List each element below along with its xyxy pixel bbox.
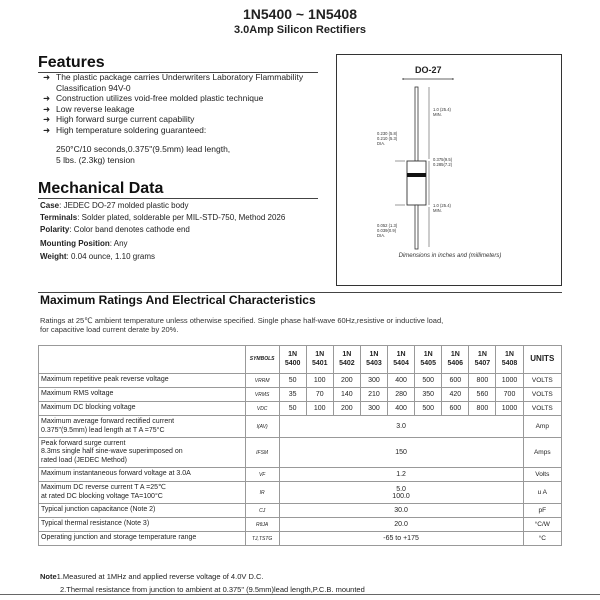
mech-case: Case: JEDEC DO-27 molded plastic body — [40, 201, 189, 210]
table-row: Peak forward surge current 8.3ms single half sine-wave superimposed on rated load (JEDEC Method) IFSM 150 Amps — [39, 438, 562, 468]
table-row: Maximum average forward rectified current 0.375"(9.5mm) lead length at T A =75°C I(AV) 3.0 Amp — [39, 416, 562, 438]
part-header: 1N 5405 — [415, 346, 442, 374]
units-header: UNITS — [523, 346, 561, 374]
document-subtitle: 3.0Amp Silicon Rectifiers — [233, 24, 367, 36]
package-caption: Dimensions in inches and (millimeters) — [398, 253, 502, 259]
part-header: 1N 5407 — [469, 346, 496, 374]
mech-mounting: Mounting Position: Any — [40, 239, 128, 248]
part-header: 1N 5400 — [279, 346, 306, 374]
table-row: Typical thermal resistance (Note 3) RθJA 20.0 °C/W — [39, 518, 562, 532]
dim-wire-dia: 0.052 (1.3) 0.039(0.9) DIA. — [377, 223, 398, 238]
dim-body-length: 0.375(9.5) 0.285(7.2) — [433, 157, 453, 167]
arrow-bullet-icon: ➜ — [43, 103, 51, 114]
table-row: Operating junction and storage temperature range TJ,TSTG -65 to +175 °C — [39, 532, 562, 546]
cathode-band — [407, 173, 426, 177]
ratings-heading: Maximum Ratings And Electrical Characteristics — [40, 293, 316, 307]
part-header: 1N 5406 — [442, 346, 469, 374]
arrow-bullet-icon: ➜ — [43, 93, 51, 103]
table-row: Maximum DC blocking voltage VDC 50 100 200 300 400 500 600 800 1000 VOLTS — [39, 402, 562, 416]
features-list — [40, 72, 330, 135]
arrow-bullet-icon: ➜ — [43, 114, 51, 124]
solder-spec-line1: 250°C/10 seconds,0.375"(9.5mm) lead length, — [56, 144, 231, 154]
part-header: 1N 5403 — [360, 346, 387, 374]
param-header — [39, 346, 246, 374]
mechanical-heading: Mechanical Data — [38, 180, 164, 197]
ratings-table — [38, 345, 562, 546]
list-item: ➜ Construction utilizes void-free molded plastic technique — [43, 93, 264, 103]
arrow-bullet-icon: ➜ — [43, 124, 51, 135]
part-header: 1N 5401 — [306, 346, 333, 374]
package-drawing — [336, 54, 562, 286]
dim-body-dia: 0.230 (5.8) 0.210 (5.3) DIA. — [377, 131, 398, 146]
mech-polarity: Polarity: Color band denotes cathode end — [40, 225, 190, 234]
table-header-row — [39, 346, 562, 374]
part-header: 1N 5402 — [333, 346, 360, 374]
part-range-title: 1N5400 ~ 1N5408 — [242, 6, 358, 22]
ratings-note-line2: for capacitive load current derate by 20%. — [40, 325, 179, 334]
note-2: 2.Thermal resistance from junction to ambient at 0.375" (9.5mm)lead length,P.C.B. mounted — [60, 585, 365, 594]
list-item: ➜ Low reverse leakage — [43, 103, 135, 114]
dim-lead-top: 1.0 (25.4) MIN. — [433, 107, 451, 117]
table-row: Maximum RMS voltage VRMS 35 70 140 210 280 350 420 560 700 VOLTS — [39, 388, 562, 402]
table-row: Maximum repetitive peak reverse voltage VRRM 50 100 200 300 400 500 600 800 1000 VOLTS — [39, 374, 562, 388]
mech-terminals: Terminals: Solder plated, solderable per MIL-STD-750, Method 2026 — [40, 213, 286, 222]
package-name: DO-27 — [415, 65, 442, 75]
part-header: 1N 5408 — [496, 346, 523, 374]
list-item: ➜ The plastic package carries Underwriters Laboratory Flammability Classification 94V-0 — [43, 72, 304, 93]
page-bottom-rule — [0, 594, 600, 595]
arrow-bullet-icon: ➜ — [43, 72, 51, 82]
features-heading: Features — [38, 54, 105, 71]
table-row: Typical junction capacitance (Note 2) CJ 30.0 pF — [39, 504, 562, 518]
part-header: 1N 5404 — [388, 346, 415, 374]
dim-lead-bottom: 1.0 (25.4) MIN. — [433, 203, 451, 213]
solder-spec-line2: 5 lbs. (2.3kg) tension — [56, 155, 135, 165]
table-row: Maximum DC reverse current T A =25℃ at rated DC blocking voltage TA=100°C IR 5.0 100.0 u A — [39, 482, 562, 504]
symbols-header: SYMBOLS — [245, 346, 279, 374]
table-row: Maximum instantaneous forward voltage at 3.0A VF 1.2 Volts — [39, 468, 562, 482]
ratings-note-line1: Ratings at 25℃ ambient temperature unless otherwise specified. Single phase half-wave 60Hz,resistive or inductive load, — [40, 316, 444, 325]
list-item: ➜ High temperature soldering guaranteed: — [43, 124, 207, 135]
mechanical-rule — [38, 198, 318, 199]
list-item: ➜ High forward surge current capability — [43, 114, 195, 124]
note-1: Note1.Measured at 1MHz and applied reverse voltage of 4.0V D.C. — [40, 572, 264, 581]
mech-weight: Weight: 0.04 ounce, 1.10 grams — [40, 252, 156, 261]
